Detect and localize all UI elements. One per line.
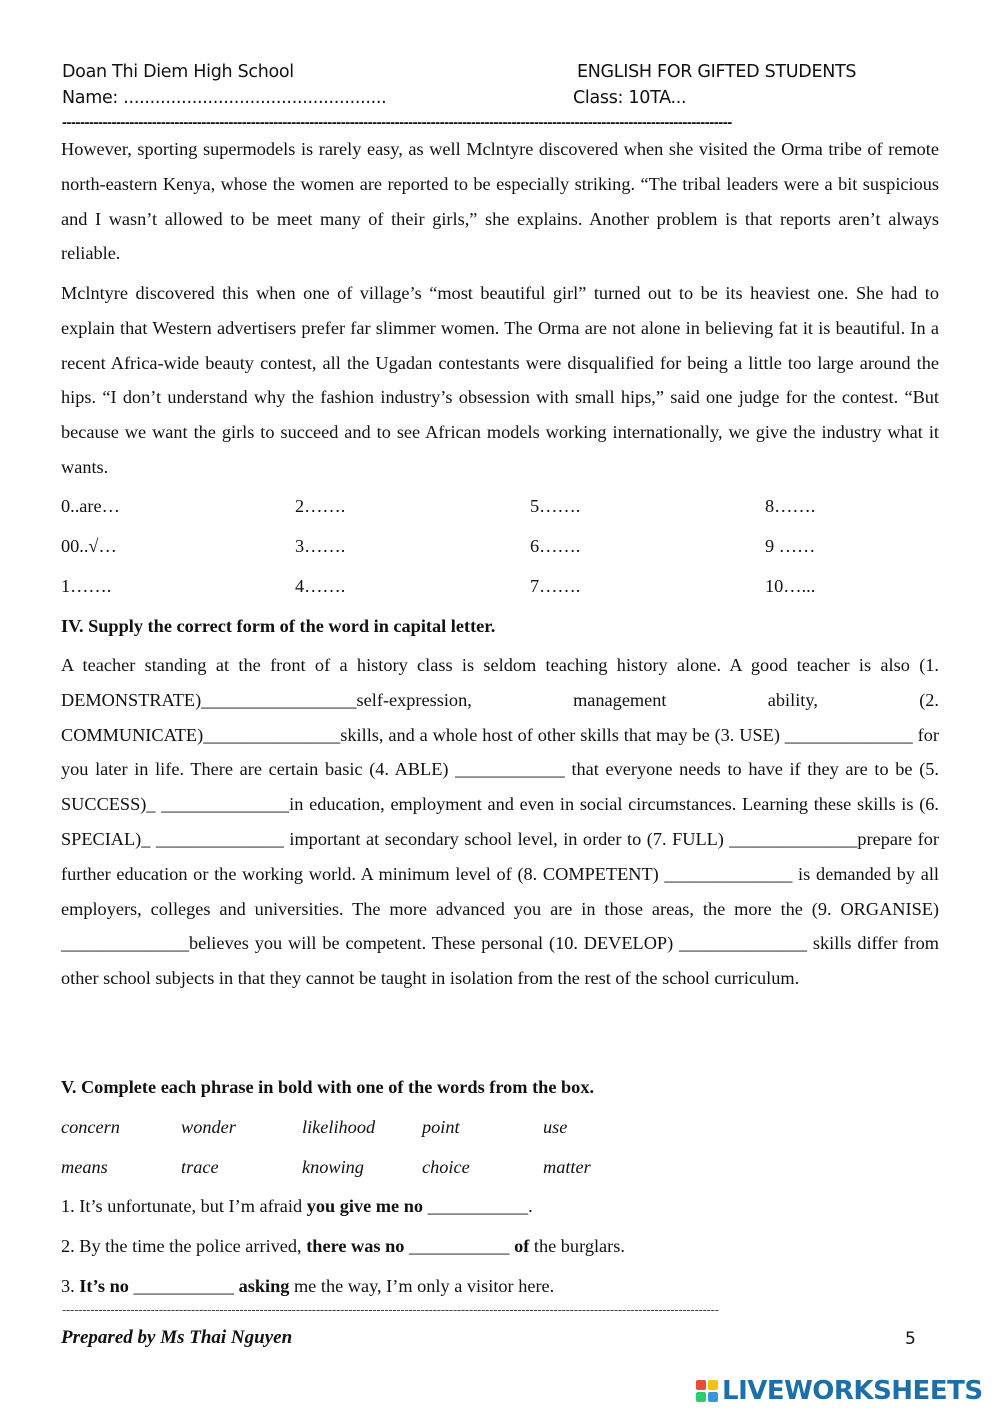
word-box-item: knowing (302, 1157, 364, 1177)
course-title: ENGLISH FOR GIFTED STUDENTS (577, 62, 857, 82)
name-label: Name: .................................................. (62, 88, 387, 108)
word-box-item: choice (422, 1157, 470, 1177)
answer-blank: ___________. (423, 1196, 533, 1216)
question-text: me the way, I’m only a visitor here. (289, 1276, 555, 1296)
section-4-text: A teacher standing at the front of a history class is seldom teaching history alone. A good teacher is also (1. DEMONSTRATE)_________________self-expression, management ability, (2. COMMUNICATE)_______________skills, and a whole host of other skills that may be (3. USE) ______________ for you later in life. There are certain basic (4. ABLE) ____________ that everyone needs to have if they are to be (5. SUCCESS)_ ______________in education, employment and even in social circumstances. Learning these skills is (6. SPECIAL)_ ______________ important at secondary school level, in order to (7. FULL) ______________prepare for further education or the working world. A minimum level of (8. COMPETENT) ______________ is demanded by all employers, colleges and universities. The more advanced you are in those areas, the more the (9. ORGANISE) ______________believes you will be competent. These personal (10. DEVELOP) ______________ skills differ from other school subjects in that they cannot be taught in isolation from the rest of the school curriculum. (61, 655, 939, 989)
word-box-item: concern (61, 1117, 120, 1137)
answer-cell: 6……. (530, 536, 581, 556)
answer-cell: 8……. (765, 496, 816, 516)
answer-cell: 0..are… (61, 496, 120, 516)
logo-text: LIVEWORKSHEETS (722, 1376, 983, 1406)
question-bold-phrase: It’s no (79, 1276, 129, 1296)
word-box-item: trace (181, 1157, 219, 1177)
bottom-separator: ------------------------------------------------------------------------------------------------------------------------------------------------------------------- (62, 1302, 719, 1317)
class-label: Class: 10TA... (573, 88, 687, 108)
question-bold-phrase: of (514, 1236, 530, 1256)
question-text: 3. (61, 1276, 80, 1296)
word-box-item: likelihood (302, 1117, 376, 1137)
page-number: 5 (905, 1329, 916, 1349)
answer-cell: 4……. (295, 576, 346, 596)
question-1 (61, 1196, 533, 1217)
answer-blank: ___________ (404, 1236, 515, 1256)
top-separator: ----------------------------------------------------------------------------------------------------------------------------------------------------- (62, 114, 732, 131)
answer-cell: 7……. (530, 576, 581, 596)
question-2 (61, 1236, 625, 1257)
section-5-heading: V. Complete each phrase in bold with one of the words from the box. (61, 1077, 595, 1097)
answer-cell: 5……. (530, 496, 581, 516)
reading-paragraph-1: However, sporting supermodels is rarely easy, as well Mclntyre discovered when she visited the Orma tribe of remote north-eastern Kenya, whose the women are reported to be especially striking. “The tribal leaders were a bit suspicious and I wasn’t allowed to be meet many of their girls,” she explains. Another problem is that reports aren’t always reliable. (61, 139, 939, 264)
question-3 (61, 1276, 554, 1297)
word-box-item: means (61, 1157, 108, 1177)
answer-cell: 3……. (295, 536, 346, 556)
question-text: the burglars. (529, 1236, 625, 1256)
answer-cell: 10…... (765, 576, 816, 596)
liveworksheets-mark-icon (696, 1380, 718, 1402)
question-text: 2. By the time the police arrived, (61, 1236, 307, 1256)
answer-cell: 00..√… (61, 536, 117, 556)
word-box-item: matter (543, 1157, 591, 1177)
footer-author: Prepared by Ms Thai Nguyen (61, 1327, 293, 1348)
section-4-heading: IV. Supply the correct form of the word in capital letter. (61, 616, 496, 636)
word-box-item: point (422, 1117, 460, 1137)
word-box-item: wonder (181, 1117, 236, 1137)
answer-cell: 2……. (295, 496, 346, 516)
question-bold-phrase: asking (238, 1276, 290, 1296)
question-bold-phrase: there was no (306, 1236, 405, 1256)
question-bold-phrase: you give me no (306, 1196, 424, 1216)
question-text: 1. It’s unfortunate, but I’m afraid (61, 1196, 307, 1216)
word-box-item: use (543, 1117, 568, 1137)
reading-paragraph-2: Mclntyre discovered this when one of village’s “most beautiful girl” turned out to be its heaviest one. She had to explain that Western advertisers prefer far slimmer women. The Orma are not alone in believing fat it is beautiful. In a recent Africa-wide beauty contest, all the Ugadan contestants were disqualified for being a little too large around the hips. “I don’t understand why the fashion industry’s obsession with small hips,” said one judge for the contest. “But because we want the girls to succeed and to see African models working internationally, we give the industry what it wants. (61, 283, 939, 477)
answer-cell: 1……. (61, 576, 112, 596)
school-name: Doan Thi Diem High School (62, 62, 294, 82)
liveworksheets-logo[interactable] (696, 1377, 983, 1405)
answer-cell: 9 …… (765, 536, 816, 556)
answer-blank: ___________ (128, 1276, 239, 1296)
